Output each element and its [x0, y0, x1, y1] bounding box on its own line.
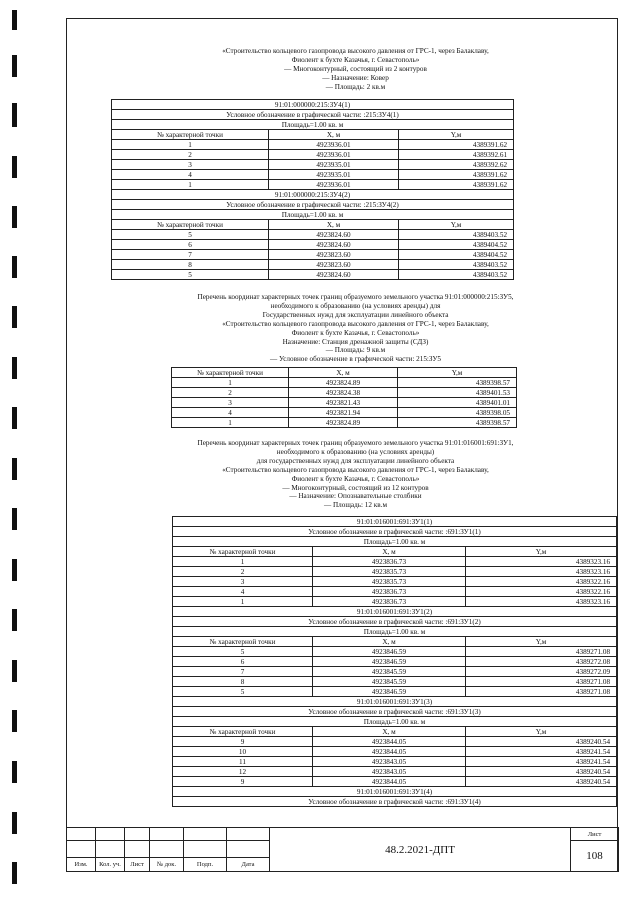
point-number: 1 — [112, 180, 269, 190]
label-signature: Подп. — [184, 857, 227, 871]
table-row — [172, 378, 517, 388]
point-number: 5 — [112, 270, 269, 280]
designation: Условное обозначение в графической части: :215:ЗУ4(1) — [112, 110, 514, 120]
header-row — [112, 130, 514, 140]
x-value: 4923823.60 — [269, 260, 399, 270]
x-value: 4923824.60 — [269, 230, 399, 240]
x-value: 4923845.59 — [313, 667, 466, 677]
designation: Условное обозначение в графической части: :215:ЗУ4(2) — [112, 200, 514, 210]
cadastral-number: 91:01:016001:691:ЗУ1(1) — [173, 517, 617, 527]
table-row — [173, 757, 617, 767]
y-value: 4389398.57 — [398, 378, 517, 388]
table-row — [112, 170, 514, 180]
table-row — [173, 647, 617, 657]
y-value: 4389271.08 — [466, 647, 617, 657]
y-value: 4389271.08 — [466, 677, 617, 687]
area: Площадь=1.00 кв. м — [112, 210, 514, 220]
table-row — [173, 577, 617, 587]
table-row — [112, 160, 514, 170]
table-row — [173, 597, 617, 607]
col-header-x: X, м — [269, 220, 399, 230]
header-line: — Назначение: Опознавательные столбики — [289, 492, 422, 501]
header-line: «Строительство кольцевого газопровода высокого давления от ГРС-1, через Балаклаву, — [222, 47, 489, 55]
header-row — [173, 727, 617, 737]
table-row — [173, 777, 617, 787]
header-row — [112, 220, 514, 230]
x-value: 4923846.59 — [313, 647, 466, 657]
point-number: 4 — [172, 408, 289, 418]
y-value: 4389403.52 — [399, 230, 514, 240]
x-value: 4923846.59 — [313, 687, 466, 697]
point-number: 12 — [173, 767, 313, 777]
y-value: 4389240.54 — [466, 737, 617, 747]
point-number: 7 — [173, 667, 313, 677]
col-header-x: X, м — [289, 368, 398, 378]
y-value: 4389322.16 — [466, 587, 617, 597]
table-row — [173, 587, 617, 597]
point-number: 4 — [173, 587, 313, 597]
x-value: 4923936.01 — [269, 140, 399, 150]
x-value: 4923845.59 — [313, 677, 466, 687]
col-header-point: № характерной точки — [173, 547, 313, 557]
table-row — [173, 677, 617, 687]
y-value: 4389323.16 — [466, 557, 617, 567]
designation: Условное обозначение в графической части: :691:ЗУ1(1) — [173, 527, 617, 537]
stamp-cell — [67, 828, 96, 841]
y-value: 4389272.09 — [466, 667, 617, 677]
point-number: 9 — [173, 777, 313, 787]
point-number: 3 — [173, 577, 313, 587]
point-number: 3 — [112, 160, 269, 170]
x-value: 4923835.73 — [313, 577, 466, 587]
col-header-y: Y,м — [399, 220, 514, 230]
col-header-x: X, м — [313, 727, 466, 737]
y-value: 4389403.52 — [399, 260, 514, 270]
x-value: 4923935.01 — [269, 170, 399, 180]
header-line: Фиолент к бухте Казачья, г. Севастополь» — [291, 474, 420, 483]
y-value: 4389272.08 — [466, 657, 617, 667]
table-row — [112, 240, 514, 250]
header-line: Перечень координат характерных точек границ образуемого земельного участка 91:01:000000:215:ЗУ5, — [197, 293, 514, 301]
table-row — [112, 230, 514, 240]
x-value: 4923835.73 — [313, 567, 466, 577]
point-number: 10 — [173, 747, 313, 757]
point-number: 11 — [173, 757, 313, 767]
col-header-x: X, м — [269, 130, 399, 140]
cadastral-number: 91:01:000000:215:ЗУ4(1) — [112, 100, 514, 110]
table-row — [112, 180, 514, 190]
x-value: 4923844.05 — [313, 737, 466, 747]
y-value: 4389391.62 — [399, 170, 514, 180]
col-header-x: X, м — [313, 637, 466, 647]
x-value: 4923836.73 — [313, 557, 466, 567]
point-number: 4 — [112, 170, 269, 180]
stamp-cell — [125, 841, 150, 857]
stamp-cell — [227, 828, 270, 841]
x-value: 4923824.89 — [289, 418, 398, 428]
area: Площадь=1.00 кв. м — [173, 537, 617, 547]
x-value: 4923836.73 — [313, 597, 466, 607]
coords-table-2 — [171, 367, 517, 428]
x-value: 4923824.38 — [289, 388, 398, 398]
cadastral-number: 91:01:000000:215:ЗУ4(2) — [112, 190, 514, 200]
y-value: 4389322.16 — [466, 577, 617, 587]
table-row — [173, 747, 617, 757]
table-row — [172, 388, 517, 398]
y-value: 4389398.57 — [398, 418, 517, 428]
stamp-cell — [227, 841, 270, 857]
header-line: — Многоконтурный, состоящий из 2 контуров — [284, 64, 427, 73]
point-number: 2 — [112, 150, 269, 160]
table-row — [173, 557, 617, 567]
y-value: 4389391.62 — [399, 140, 514, 150]
y-value: 4389403.52 — [399, 270, 514, 280]
table-row — [173, 657, 617, 667]
header-block-3 — [40, 439, 631, 510]
table-row — [173, 667, 617, 677]
col-header-y: Y,м — [398, 368, 517, 378]
point-number: 1 — [172, 418, 289, 428]
stamp-cell — [67, 841, 96, 857]
point-number: 1 — [172, 378, 289, 388]
header-row — [172, 368, 517, 378]
header-line: — Площадь: 9 кв.м — [325, 346, 386, 355]
stamp-cell — [96, 841, 125, 857]
label-doc-no: № док. — [150, 857, 184, 871]
point-number: 8 — [173, 677, 313, 687]
x-value: 4923824.60 — [269, 270, 399, 280]
x-value: 4923821.43 — [289, 398, 398, 408]
table-row — [173, 737, 617, 747]
y-value: 4389240.54 — [466, 777, 617, 787]
coords-table-3 — [172, 516, 617, 807]
header-block-1 — [40, 47, 631, 92]
x-value: 4923936.01 — [269, 150, 399, 160]
header-line: Фиолент к бухте Казачья, г. Севастополь» — [291, 328, 420, 337]
y-value: 4389392.62 — [399, 160, 514, 170]
title-block — [66, 827, 618, 872]
point-number: 5 — [173, 647, 313, 657]
area: Площадь=1.00 кв. м — [173, 627, 617, 637]
stamp-cell — [96, 828, 125, 841]
label-kol-uch: Кол. уч. — [96, 857, 125, 871]
x-value: 4923935.01 — [269, 160, 399, 170]
header-line: Перечень координат характерных точек границ образуемого земельного участка 91:01:016001:691:ЗУ1, — [197, 439, 514, 447]
x-value: 4923846.59 — [313, 657, 466, 667]
point-number: 1 — [173, 557, 313, 567]
x-value: 4923823.60 — [269, 250, 399, 260]
header-block-2 — [40, 293, 631, 364]
y-value: 4389241.54 — [466, 757, 617, 767]
y-value: 4389404.52 — [399, 240, 514, 250]
stamp-cell — [184, 828, 227, 841]
point-number: 6 — [173, 657, 313, 667]
area: Площадь=1.00 кв. м — [112, 120, 514, 130]
table-row — [172, 418, 517, 428]
y-value: 4389241.54 — [466, 747, 617, 757]
col-header-y: Y,м — [466, 547, 617, 557]
point-number: 5 — [112, 230, 269, 240]
point-number: 3 — [172, 398, 289, 408]
stamp-cell — [125, 828, 150, 841]
document-code: 48.2.2021-ДПТ — [270, 828, 571, 872]
y-value: 4389401.53 — [398, 388, 517, 398]
y-value: 4389391.62 — [399, 180, 514, 190]
header-line: Фиолент к бухте Казачья, г. Севастополь» — [291, 55, 420, 64]
sheet-label: Лист — [571, 828, 619, 841]
x-value: 4923936.01 — [269, 180, 399, 190]
header-line: — Многоконтурный, состоящий из 12 контуров — [282, 483, 429, 492]
label-list: Лист — [125, 857, 150, 871]
y-value: 4389404.52 — [399, 250, 514, 260]
y-value: 4389271.08 — [466, 687, 617, 697]
header-row — [173, 637, 617, 647]
designation: Условное обозначение в графической части: :691:ЗУ1(3) — [173, 707, 617, 717]
area: Площадь=1.00 кв. м — [173, 717, 617, 727]
point-number: 2 — [173, 567, 313, 577]
table-row — [172, 398, 517, 408]
point-number: 1 — [173, 597, 313, 607]
point-number: 8 — [112, 260, 269, 270]
point-number: 2 — [172, 388, 289, 398]
stamp-cell — [150, 828, 184, 841]
header-line: — Площадь: 12 кв.м — [323, 501, 388, 510]
coords-table-1 — [111, 99, 514, 280]
designation: Условное обозначение в графической части: :691:ЗУ1(4) — [173, 797, 617, 807]
x-value: 4923843.05 — [313, 757, 466, 767]
col-header-y: Y,м — [466, 727, 617, 737]
col-header-point: № характерной точки — [173, 637, 313, 647]
y-value: 4389401.01 — [398, 398, 517, 408]
label-izm: Изм. — [67, 857, 96, 871]
cadastral-number: 91:01:016001:691:ЗУ1(4) — [173, 787, 617, 797]
table-row — [112, 250, 514, 260]
col-header-point: № характерной точки — [172, 368, 289, 378]
cadastral-number: 91:01:016001:691:ЗУ1(2) — [173, 607, 617, 617]
col-header-y: Y,м — [466, 637, 617, 647]
col-header-point: № характерной точки — [173, 727, 313, 737]
x-value: 4923824.89 — [289, 378, 398, 388]
x-value: 4923844.05 — [313, 747, 466, 757]
header-line: Государственных нужд для эксплуатации линейного объекта — [262, 310, 449, 319]
header-line: — Площадь: 2 кв.м — [325, 82, 386, 91]
header-row — [173, 547, 617, 557]
col-header-point: № характерной точки — [112, 220, 269, 230]
y-value: 4389323.16 — [466, 567, 617, 577]
header-line: «Строительство кольцевого газопровода высокого давления от ГРС-1, через Балаклаву, — [222, 319, 489, 328]
header-line: для государственных нужд для эксплуатации линейного объекта — [256, 456, 455, 465]
table-row — [112, 270, 514, 280]
stamp-cell — [184, 841, 227, 857]
x-value: 4923836.73 — [313, 587, 466, 597]
table-row — [172, 408, 517, 418]
col-header-point: № характерной точки — [112, 130, 269, 140]
x-value: 4923824.60 — [269, 240, 399, 250]
table-row — [112, 260, 514, 270]
point-number: 9 — [173, 737, 313, 747]
header-line: — Условное обозначение в графической части: 215:ЗУ5 — [269, 355, 442, 364]
table-row — [112, 140, 514, 150]
y-value: 4389323.16 — [466, 597, 617, 607]
designation: Условное обозначение в графической части: :691:ЗУ1(2) — [173, 617, 617, 627]
cadastral-number: 91:01:016001:691:ЗУ1(3) — [173, 697, 617, 707]
header-line: «Строительство кольцевого газопровода высокого давления от ГРС-1, через Балаклаву, — [222, 465, 489, 474]
point-number: 7 — [112, 250, 269, 260]
header-line: — Назначение: Ковер — [322, 73, 389, 82]
header-line: необходимого к образованию (на условиях аренды) для — [270, 301, 441, 310]
y-value: 4389392.61 — [399, 150, 514, 160]
table-row — [173, 767, 617, 777]
table-row — [173, 567, 617, 577]
point-number: 5 — [173, 687, 313, 697]
point-number: 6 — [112, 240, 269, 250]
sheet-number: 108 — [571, 841, 619, 872]
header-line: необходимого к образованию (на условиях аренды) — [276, 447, 435, 456]
table-row — [112, 150, 514, 160]
y-value: 4389398.05 — [398, 408, 517, 418]
header-line: Назначение: Станция дренажной защиты (СДЗ) — [282, 337, 429, 346]
label-date: Дата — [227, 857, 270, 871]
x-value: 4923844.05 — [313, 777, 466, 787]
col-header-x: X, м — [313, 547, 466, 557]
col-header-y: Y,м — [399, 130, 514, 140]
point-number: 1 — [112, 140, 269, 150]
y-value: 4389240.54 — [466, 767, 617, 777]
x-value: 4923843.05 — [313, 767, 466, 777]
x-value: 4923821.94 — [289, 408, 398, 418]
stamp-cell — [150, 841, 184, 857]
table-row — [173, 687, 617, 697]
